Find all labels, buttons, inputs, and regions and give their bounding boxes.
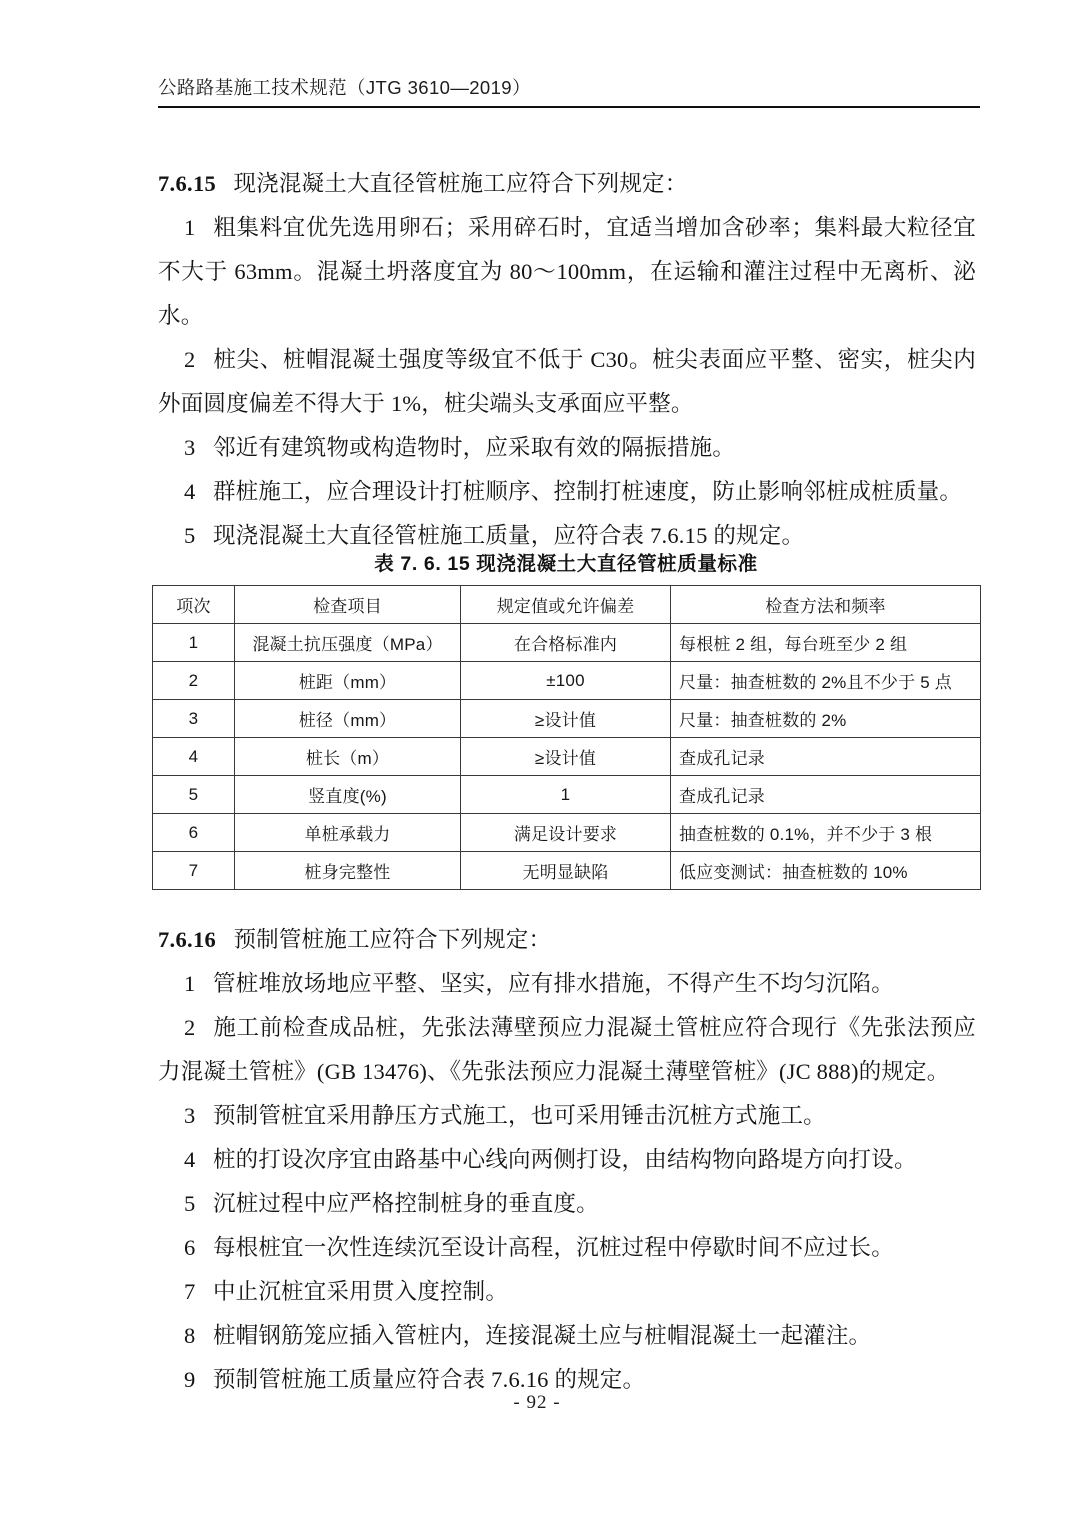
table-row [153, 814, 981, 852]
list-item [158, 1226, 976, 1270]
clause-title: 预制管桩施工应符合下列规定： [233, 927, 552, 952]
table-row [153, 624, 981, 662]
list-item-number: 8 [184, 1323, 208, 1348]
list-item-text: 沉桩过程中应严格控制桩身的垂直度。 [212, 1191, 599, 1216]
list-item [158, 1138, 976, 1182]
cell-method: 低应变测试：抽查桩数的 10% [671, 852, 981, 890]
list-item-number: 3 [184, 435, 208, 460]
cell-spec-value: 在合格标准内 [461, 624, 671, 662]
cell-method: 每根桩 2 组，每台班至少 2 组 [671, 624, 981, 662]
cell-spec-value: ±100 [461, 662, 671, 700]
list-item [158, 338, 976, 426]
cell-check-item: 竖直度(%) [235, 776, 461, 814]
list-item-number: 5 [184, 1191, 208, 1216]
list-item-text: 管桩堆放场地应平整、坚实，应有排水措施，不得产生不均匀沉陷。 [212, 971, 894, 996]
list-item-number: 2 [184, 347, 208, 372]
list-item-number: 6 [184, 1235, 208, 1260]
cell-check-item: 混凝土抗压强度（MPa） [235, 624, 461, 662]
list-item-text: 邻近有建筑物或构造物时，应采取有效的隔振措施。 [212, 435, 736, 460]
cell-item-no: 6 [153, 814, 235, 852]
cell-item-no: 4 [153, 738, 235, 776]
cell-spec-value: 无明显缺陷 [461, 852, 671, 890]
list-item [158, 1314, 976, 1358]
table-row [153, 738, 981, 776]
section-7-6-16 [158, 918, 976, 1402]
quality-standard-table [152, 585, 981, 890]
cell-check-item: 桩身完整性 [235, 852, 461, 890]
list-item [158, 1006, 976, 1094]
cell-spec-value: 满足设计要求 [461, 814, 671, 852]
cell-spec-value: ≥设计值 [461, 738, 671, 776]
list-item-number: 1 [184, 971, 208, 996]
cell-method: 查成孔记录 [671, 776, 981, 814]
clause-number: 7.6.15 [158, 171, 228, 196]
cell-method: 查成孔记录 [671, 738, 981, 776]
clause-number: 7.6.16 [158, 927, 228, 952]
table-row [153, 662, 981, 700]
column-header-check-item: 检查项目 [235, 586, 461, 624]
list-item-number: 2 [184, 1015, 208, 1040]
list-item [158, 206, 976, 338]
column-header-item-no: 项次 [153, 586, 235, 624]
running-header-text: 公路路基施工技术规范（JTG 3610—2019） [158, 77, 531, 98]
cell-item-no: 3 [153, 700, 235, 738]
cell-check-item: 单桩承载力 [235, 814, 461, 852]
list-item-text: 中止沉桩宜采用贯入度控制。 [212, 1279, 509, 1304]
cell-method: 尺量：抽查桩数的 2%且不少于 5 点 [671, 662, 981, 700]
table-row [153, 700, 981, 738]
cell-method: 尺量：抽查桩数的 2% [671, 700, 981, 738]
cell-method: 抽查桩数的 0.1%，并不少于 3 根 [671, 814, 981, 852]
list-item-number: 4 [184, 479, 208, 504]
list-item-number: 9 [184, 1367, 208, 1392]
page-number: - 92 - [513, 1392, 561, 1413]
cell-item-no: 7 [153, 852, 235, 890]
cell-spec-value: ≥设计值 [461, 700, 671, 738]
column-header-method: 检查方法和频率 [671, 586, 981, 624]
list-item [158, 426, 976, 470]
list-item-text: 粗集料宜优先选用卵石；采用碎石时，宜适当增加含砂率；集料最大粒径宜不大于 63mm。混凝土坍落度宜为 80～100mm，在运输和灌注过程中无离析、泌水。 [158, 215, 976, 328]
table-row [153, 776, 981, 814]
cell-check-item: 桩距（mm） [235, 662, 461, 700]
cell-check-item: 桩径（mm） [235, 700, 461, 738]
cell-item-no: 1 [153, 624, 235, 662]
list-item [158, 1182, 976, 1226]
list-item-text: 桩尖、桩帽混凝土强度等级宜不低于 C30。桩尖表面应平整、密实，桩尖内外面圆度偏差不得大于 1%，桩尖端头支承面应平整。 [158, 347, 976, 416]
list-item [158, 470, 976, 514]
running-header [158, 74, 980, 108]
clause-title: 现浇混凝土大直径管桩施工应符合下列规定： [233, 171, 688, 196]
cell-item-no: 5 [153, 776, 235, 814]
list-item [158, 1094, 976, 1138]
table-header-row [153, 586, 981, 624]
cell-check-item: 桩长（m） [235, 738, 461, 776]
clause-heading-7-6-16 [158, 918, 976, 962]
list-item-number: 1 [184, 215, 208, 240]
list-item-number: 7 [184, 1279, 208, 1304]
clause-heading-7-6-15 [158, 162, 976, 206]
list-item [158, 962, 976, 1006]
column-header-spec-value: 规定值或允许偏差 [461, 586, 671, 624]
list-item-text: 预制管桩施工质量应符合表 7.6.16 的规定。 [212, 1367, 646, 1392]
list-item-text: 预制管桩宜采用静压方式施工，也可采用锤击沉桩方式施工。 [212, 1103, 826, 1128]
list-item [158, 1270, 976, 1314]
list-item-number: 5 [184, 523, 208, 548]
section-7-6-15 [158, 162, 976, 558]
list-item-text: 桩帽钢筋笼应插入管桩内，连接混凝土应与桩帽混凝土一起灌注。 [212, 1323, 872, 1348]
list-item-text: 施工前检查成品桩，先张法薄壁预应力混凝土管桩应符合现行《先张法预应力混凝土管桩》(GB 13476)、《先张法预应力混凝土薄壁管桩》(JC 888)的规定。 [158, 1015, 976, 1084]
table-block-7-6-15 [152, 548, 980, 890]
table-row [153, 852, 981, 890]
header-divider [158, 106, 980, 108]
list-item-text: 现浇混凝土大直径管桩施工质量，应符合表 7.6.15 的规定。 [212, 523, 805, 548]
list-item-text: 群桩施工，应合理设计打桩顺序、控制打桩速度，防止影响邻桩成桩质量。 [212, 479, 963, 504]
list-item-number: 3 [184, 1103, 208, 1128]
table-caption: 表 7. 6. 15 现浇混凝土大直径管桩质量标准 [374, 553, 758, 575]
list-item-text: 每根桩宜一次性连续沉至设计高程，沉桩过程中停歇时间不应过长。 [212, 1235, 894, 1260]
cell-spec-value: 1 [461, 776, 671, 814]
page-footer [0, 1392, 1074, 1414]
list-item-text: 桩的打设次序宜由路基中心线向两侧打设，由结构物向路堤方向打设。 [212, 1147, 917, 1172]
list-item-number: 4 [184, 1147, 208, 1172]
cell-item-no: 2 [153, 662, 235, 700]
